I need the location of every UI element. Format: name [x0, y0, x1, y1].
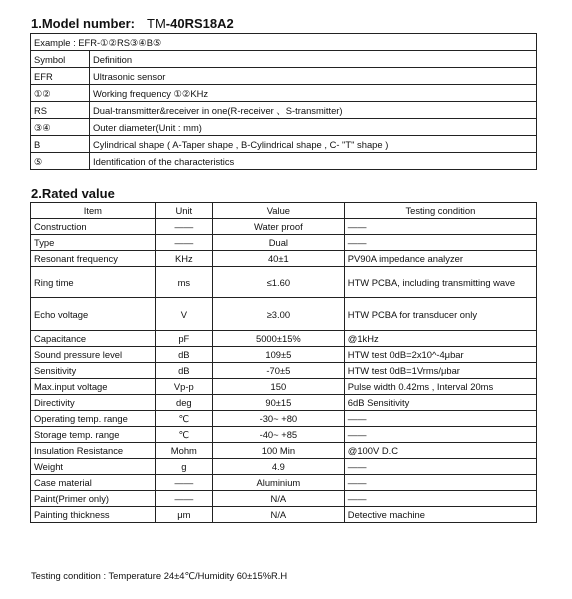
item-cell: Echo voltage [31, 298, 156, 331]
table-row [31, 85, 537, 102]
table-row [31, 102, 537, 119]
unit-cell: ℃ [155, 411, 212, 427]
condition-cell: —— [344, 219, 536, 235]
value-cell: 100 Min [212, 443, 344, 459]
condition-cell: PV90A impedance analyzer [344, 251, 536, 267]
unit-cell: Vp-p [155, 379, 212, 395]
item-cell: Capacitance [31, 331, 156, 347]
definition-cell: Ultrasonic sensor [90, 68, 537, 85]
condition-cell: Pulse width 0.42ms , Interval 20ms [344, 379, 536, 395]
definition-cell: Outer diameter(Unit : mm) [90, 119, 537, 136]
model-number-title [31, 16, 234, 31]
table-row [31, 491, 537, 507]
table-row [31, 427, 537, 443]
table-row [31, 363, 537, 379]
unit-cell: μm [155, 507, 212, 523]
value-cell: N/A [212, 491, 344, 507]
item-cell: Insulation Resistance [31, 443, 156, 459]
table-row [31, 475, 537, 491]
table-row [31, 379, 537, 395]
model-number-table [30, 33, 537, 170]
table-row [31, 251, 537, 267]
value-cell: 150 [212, 379, 344, 395]
table-row [31, 219, 537, 235]
table-row [31, 331, 537, 347]
item-cell: Weight [31, 459, 156, 475]
condition-cell: HTW test 0dB=1Vrms/μbar [344, 363, 536, 379]
condition-cell: @1kHz [344, 331, 536, 347]
definition-cell: Working frequency ①②KHz [90, 85, 537, 102]
unit-cell: —— [155, 475, 212, 491]
table-row [31, 443, 537, 459]
condition-cell: HTW PCBA, including transmitting wave [344, 267, 536, 298]
symbol-cell: ①② [31, 85, 90, 102]
value-cell: -40~ +85 [212, 427, 344, 443]
table-row [31, 68, 537, 85]
rated-value-title: 2.Rated value [31, 186, 115, 201]
unit-cell: deg [155, 395, 212, 411]
column-header-value: Value [212, 203, 344, 219]
item-cell: Painting thickness [31, 507, 156, 523]
item-cell: Construction [31, 219, 156, 235]
unit-cell: —— [155, 219, 212, 235]
value-cell: -70±5 [212, 363, 344, 379]
rated-value-table [30, 202, 537, 523]
symbol-cell: RS [31, 102, 90, 119]
condition-cell: HTW test 0dB=2x10^-4μbar [344, 347, 536, 363]
table-row [31, 235, 537, 251]
value-cell: ≥3.00 [212, 298, 344, 331]
model-code [147, 16, 234, 31]
unit-cell: ℃ [155, 427, 212, 443]
item-cell: Resonant frequency [31, 251, 156, 267]
definition-cell: Identification of the characteristics [90, 153, 537, 170]
condition-cell: —— [344, 491, 536, 507]
column-header-testing-condition: Testing condition [344, 203, 536, 219]
rated-table-body [31, 219, 537, 523]
column-header-unit: Unit [155, 203, 212, 219]
table-row [31, 411, 537, 427]
condition-cell: —— [344, 427, 536, 443]
condition-cell: HTW PCBA for transducer only [344, 298, 536, 331]
value-cell: Water proof [212, 219, 344, 235]
value-cell: 5000±15% [212, 331, 344, 347]
condition-cell: —— [344, 411, 536, 427]
unit-cell: V [155, 298, 212, 331]
value-cell: Dual [212, 235, 344, 251]
table-row [31, 267, 537, 298]
definition-cell: Dual-transmitter&receiver in one(R-receiver 、S-transmitter) [90, 102, 537, 119]
table-row [31, 507, 537, 523]
symbol-cell: ③④ [31, 119, 90, 136]
value-cell: 90±15 [212, 395, 344, 411]
unit-cell: ms [155, 267, 212, 298]
item-cell: Directivity [31, 395, 156, 411]
unit-cell: dB [155, 363, 212, 379]
table-row [31, 395, 537, 411]
value-cell: 40±1 [212, 251, 344, 267]
model-code-prefix: TM [147, 16, 166, 31]
item-cell: Case material [31, 475, 156, 491]
value-cell: 109±5 [212, 347, 344, 363]
table-header-row [31, 203, 537, 219]
unit-cell: pF [155, 331, 212, 347]
model-number-label: 1.Model number: [31, 16, 136, 31]
item-cell: Sensitivity [31, 363, 156, 379]
table-row [31, 298, 537, 331]
table-row [31, 459, 537, 475]
item-cell: Type [31, 235, 156, 251]
value-cell: ≤1.60 [212, 267, 344, 298]
symbol-cell: B [31, 136, 90, 153]
value-cell: 4.9 [212, 459, 344, 475]
value-cell: N/A [212, 507, 344, 523]
unit-cell: KHz [155, 251, 212, 267]
value-cell: -30~ +80 [212, 411, 344, 427]
symbol-cell: ⑤ [31, 153, 90, 170]
table-row [31, 51, 537, 68]
testing-condition-note: Testing condition : Temperature 24±4℃/Humidity 60±15%R.H [31, 570, 288, 581]
symbol-cell: Symbol [31, 51, 90, 68]
item-cell: Ring time [31, 267, 156, 298]
table-row [31, 136, 537, 153]
table-row [31, 153, 537, 170]
definition-cell: Definition [90, 51, 537, 68]
value-cell: Aluminium [212, 475, 344, 491]
condition-cell: @100V D.C [344, 443, 536, 459]
item-cell: Storage temp. range [31, 427, 156, 443]
item-cell: Paint(Primer only) [31, 491, 156, 507]
model-code-value: -40RS18A2 [165, 16, 234, 31]
condition-cell: —— [344, 235, 536, 251]
unit-cell: —— [155, 491, 212, 507]
table-row [31, 34, 537, 51]
condition-cell: 6dB Sensitivity [344, 395, 536, 411]
item-cell: Operating temp. range [31, 411, 156, 427]
unit-cell: Mohm [155, 443, 212, 459]
table-row [31, 347, 537, 363]
condition-cell: Detective machine [344, 507, 536, 523]
condition-cell: —— [344, 459, 536, 475]
column-header-item: Item [31, 203, 156, 219]
condition-cell: —— [344, 475, 536, 491]
model-example: Example : EFR-①②RS③④B⑤ [31, 34, 537, 51]
symbol-cell: EFR [31, 68, 90, 85]
unit-cell: —— [155, 235, 212, 251]
unit-cell: g [155, 459, 212, 475]
item-cell: Max.input voltage [31, 379, 156, 395]
table-row [31, 119, 537, 136]
unit-cell: dB [155, 347, 212, 363]
item-cell: Sound pressure level [31, 347, 156, 363]
definition-cell: Cylindrical shape ( A-Taper shape , B-Cylindrical shape , C- "T" shape ) [90, 136, 537, 153]
